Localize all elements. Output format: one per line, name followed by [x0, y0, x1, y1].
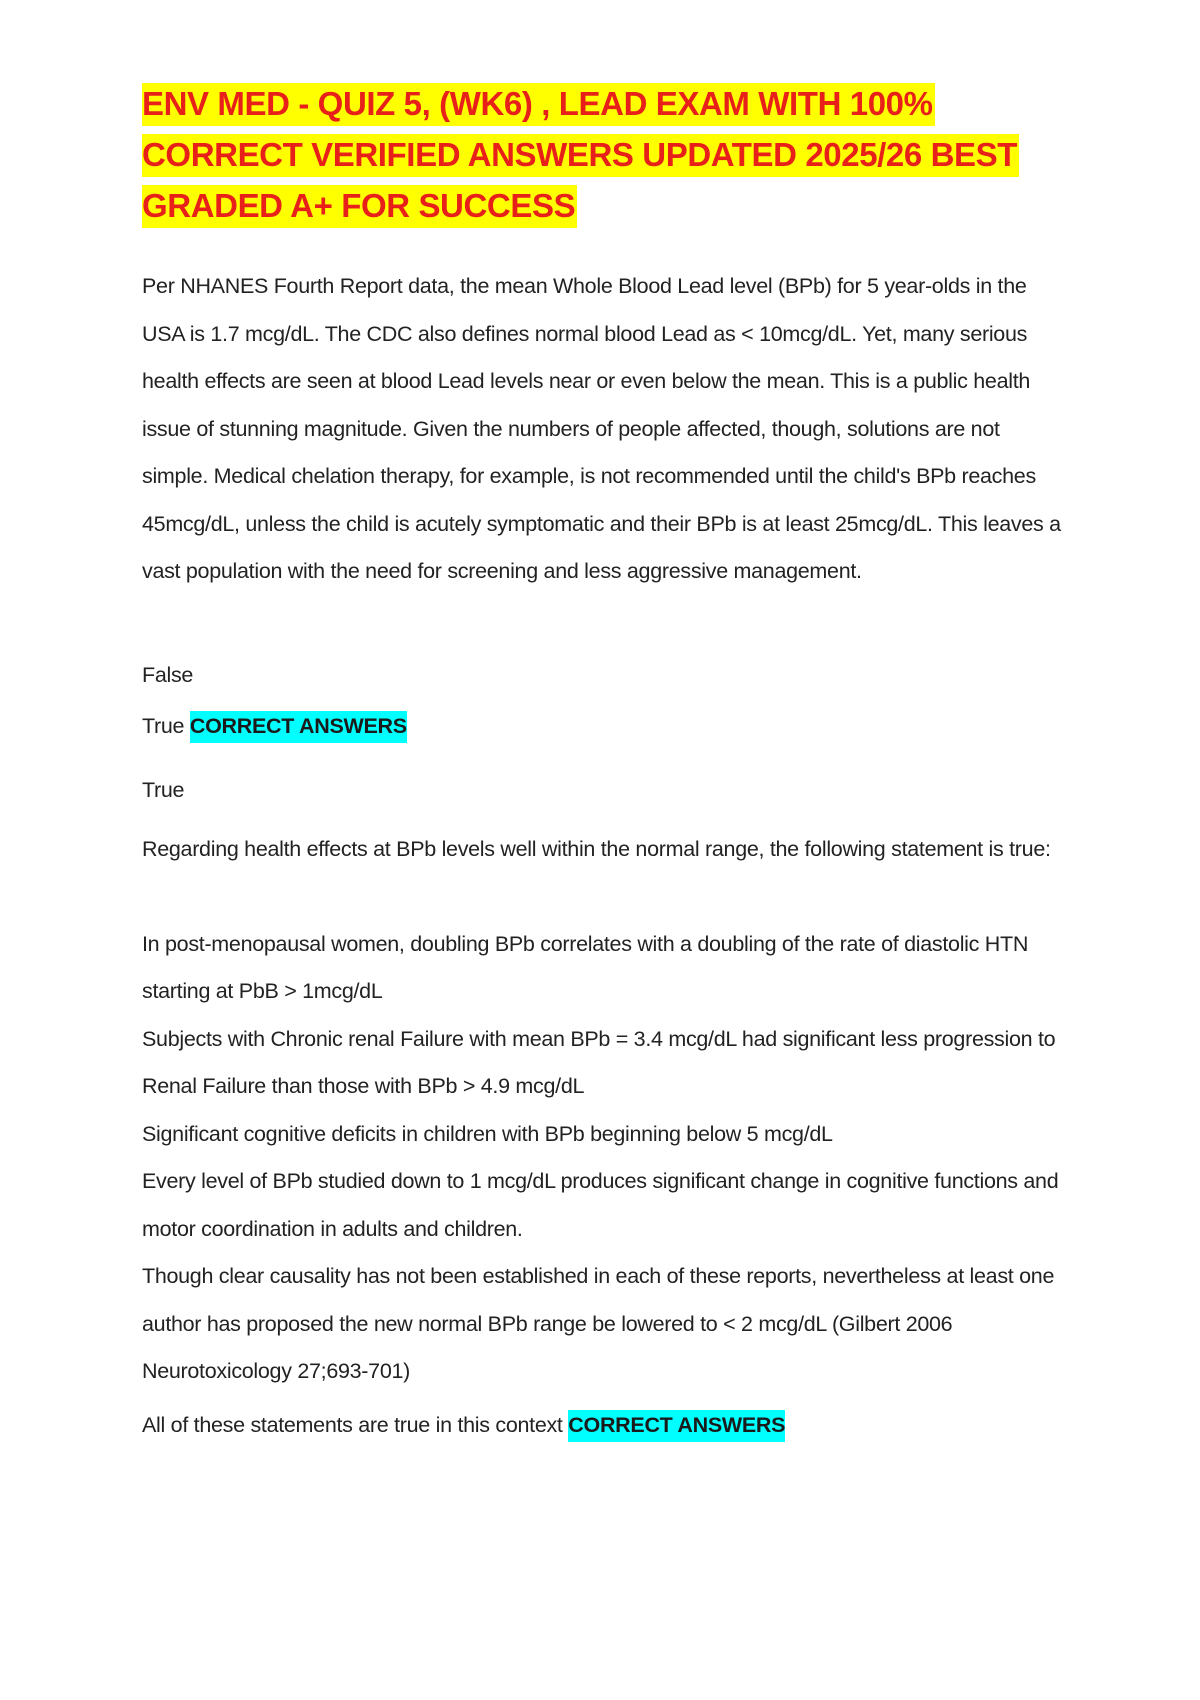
spacer: [142, 874, 1067, 921]
question-1-option-false: False: [142, 662, 194, 687]
document-page: [142, 78, 1067, 1449]
correct-answers-badge: CORRECT ANSWERS: [568, 1410, 785, 1442]
question-2-text: Regarding health effects at BPb levels well within the normal range, the following statement is true:: [142, 837, 1051, 861]
question-2-correct-option: [142, 1402, 1067, 1450]
question-1-option-true-label: True: [142, 714, 185, 738]
question-2-option: Subjects with Chronic renal Failure with mean BPb = 3.4 mcg/dL had significant less progression to Renal Failure than those with BPb > 4.9 mcg/dL: [142, 1026, 1056, 1098]
question-2-correct-option-label: All of these statements are true in this context: [142, 1412, 563, 1437]
correct-answers-badge: CORRECT ANSWERS: [190, 711, 407, 743]
spacer: [142, 596, 1067, 652]
document-title: [142, 78, 1067, 231]
question-2-option: Every level of BPb studied down to 1 mcg/dL produces significant change in cognitive functions and motor coordination in adults and children.: [142, 1169, 1059, 1241]
spacer: [142, 231, 1067, 263]
question-1-option-true: [142, 703, 1067, 751]
document-title-text: ENV MED - QUIZ 5, (WK6) , LEAD EXAM WITH 100% CORRECT VERIFIED ANSWERS UPDATED 2025/26 BEST GRADED A+ FOR SUCCESS: [142, 83, 1019, 228]
question-2-option: Though clear causality has not been established in each of these reports, nevertheless at least one author has proposed the new normal BPb range be lowered to < 2 mcg/dL (Gilbert 2006 Neurotoxicology 27;693-701): [142, 1264, 1055, 1383]
question-1-answer: True: [142, 777, 185, 802]
question-2-option: Significant cognitive deficits in children with BPb beginning below 5 mcg/dL: [142, 1121, 833, 1146]
question-2-option: In post-menopausal women, doubling BPb correlates with a doubling of the rate of diastolic HTN starting at PbB > 1mcg/dL: [142, 931, 1029, 1003]
question-1-text: Per NHANES Fourth Report data, the mean Whole Blood Lead level (BPb) for 5 year-olds in the USA is 1.7 mcg/dL. The CDC also defines normal blood Lead as < 10mcg/dL. Yet, many serious health effects are seen at blood Lead levels near or even below the mean. This is a public health issue of stunning magnitude. Given the numbers of people affected, though, solutions are not simple. Medical chelation therapy, for example, is not recommended until the child's BPb reaches 45mcg/dL, unless the child is acutely symptomatic and their BPb is at least 25mcg/dL. This leaves a vast population with the need for screening and less aggressive management.: [142, 274, 1061, 583]
